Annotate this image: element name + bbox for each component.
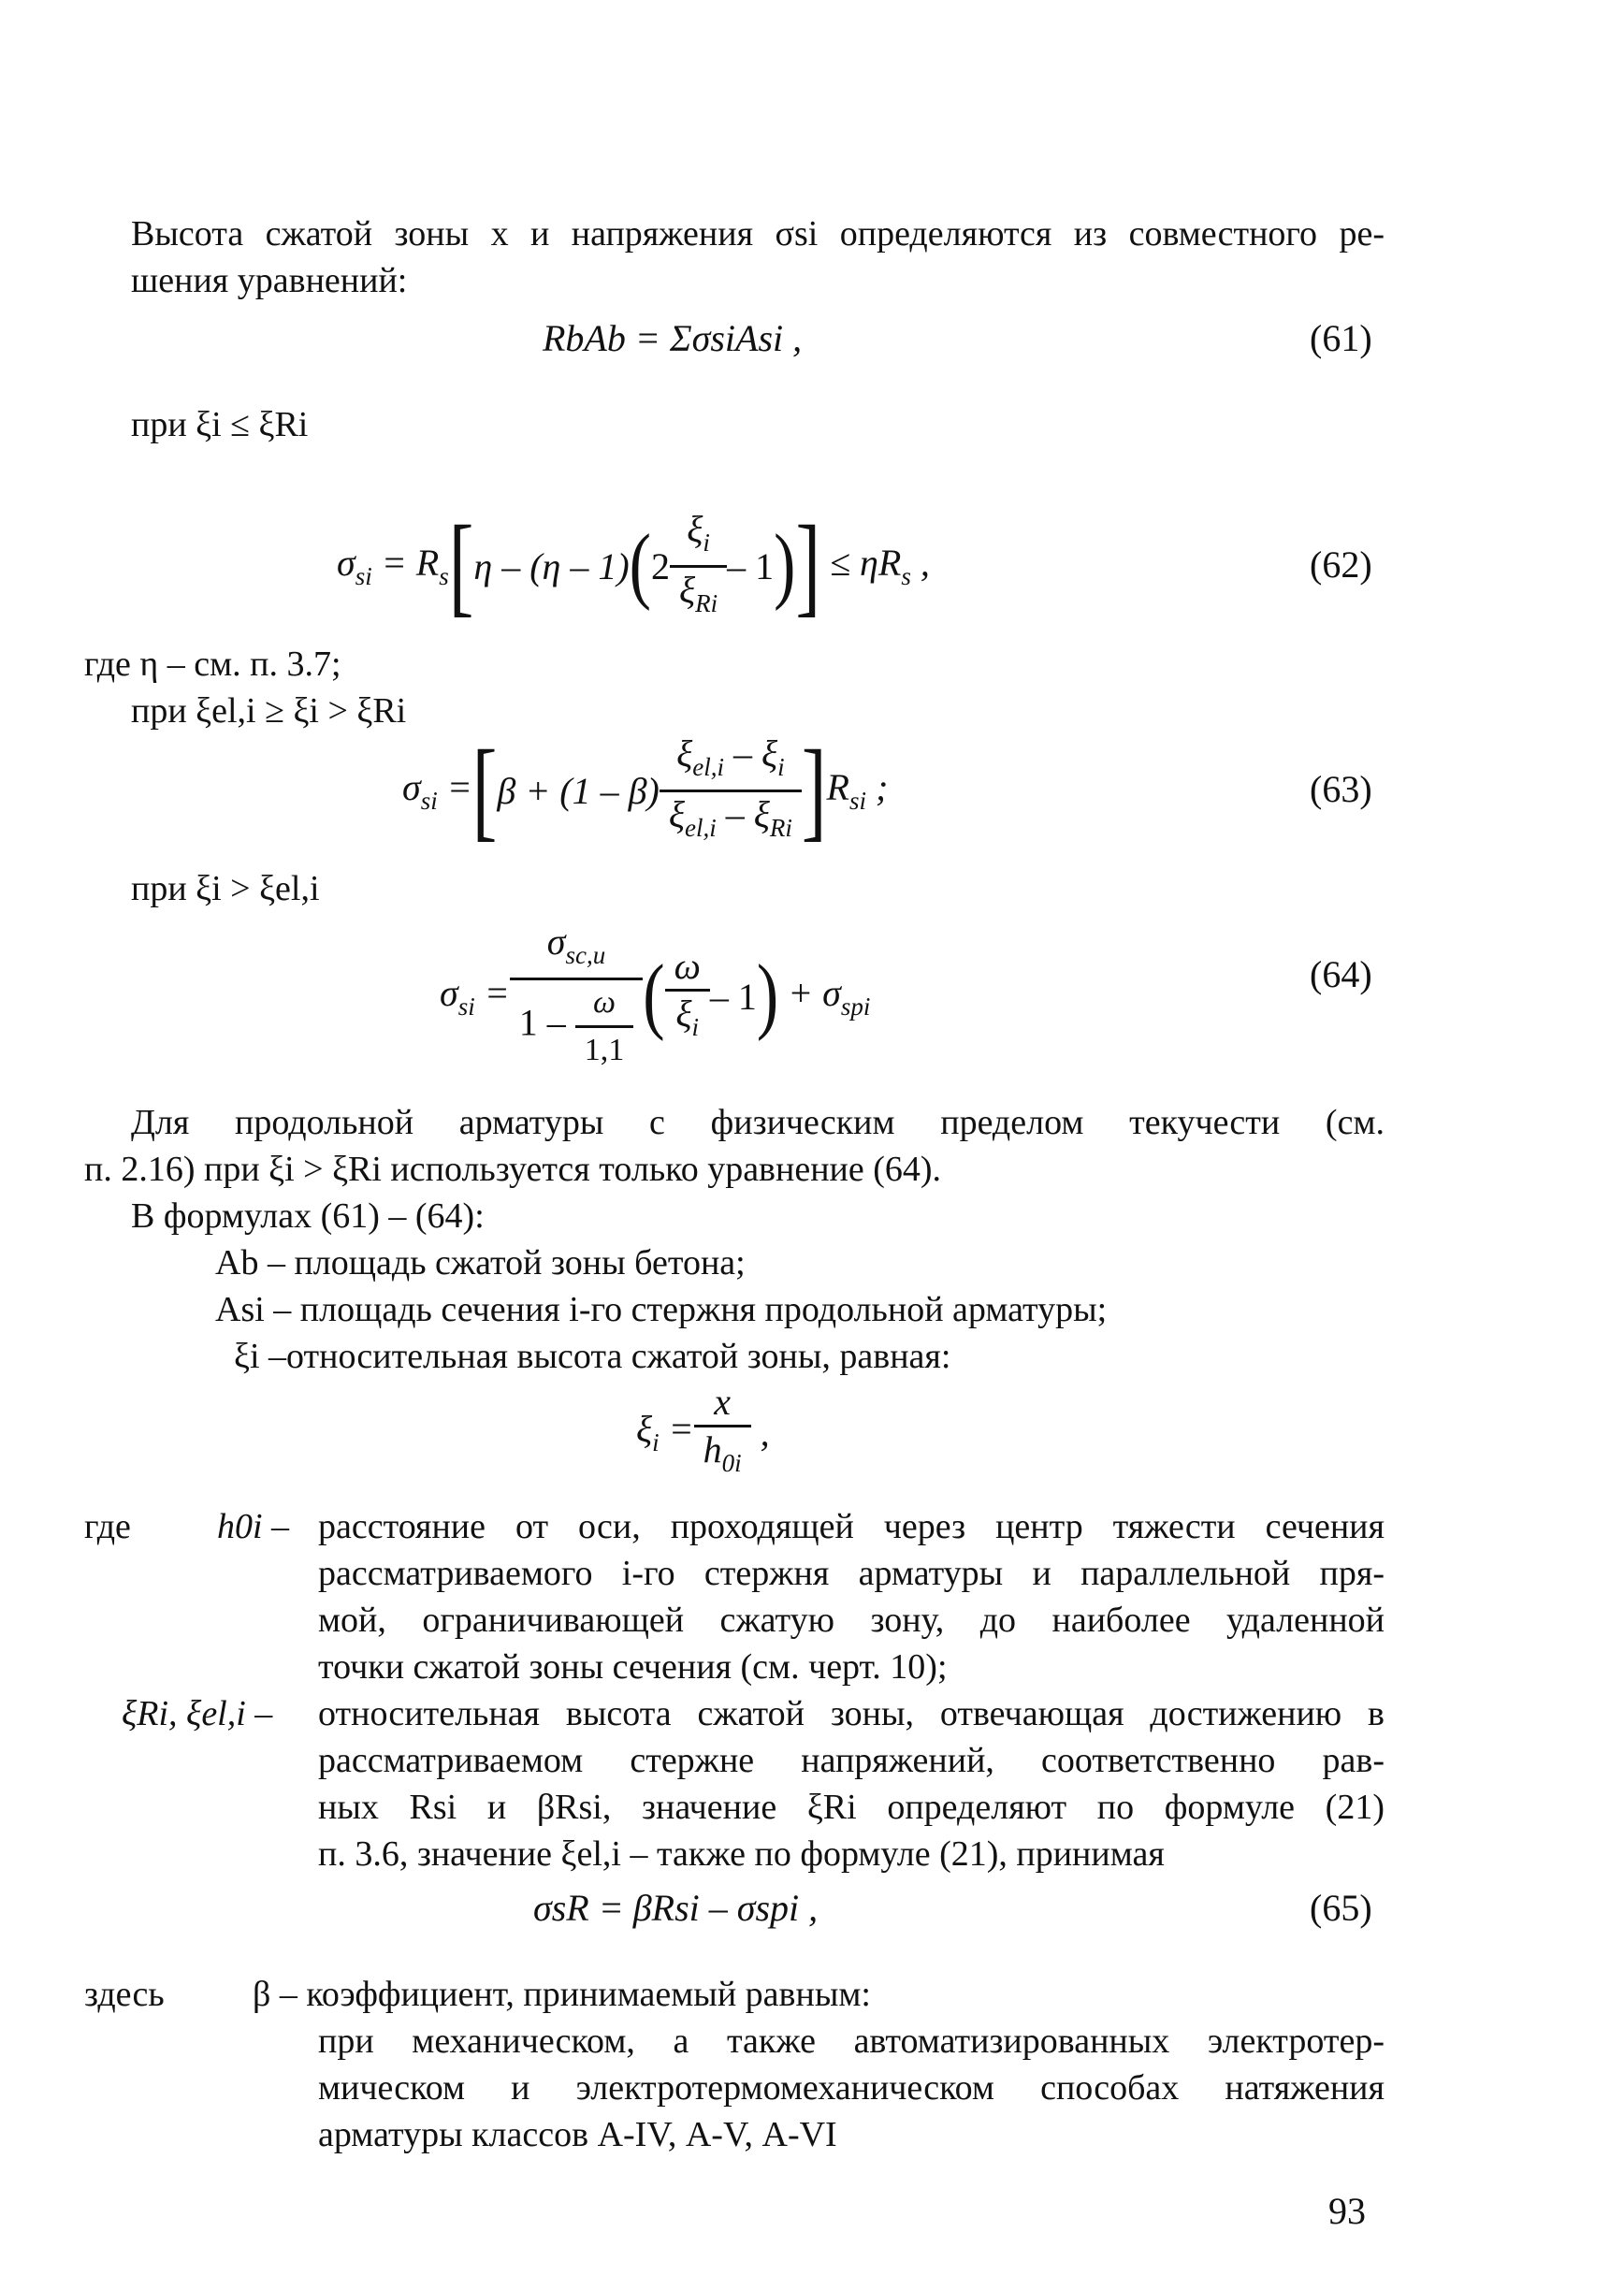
condition-64: при ξi > ξel,i xyxy=(131,869,320,908)
formulas-intro: В формулах (61) – (64): xyxy=(131,1196,485,1236)
equation-65: σsR = βRsi – σspi , xyxy=(533,1887,819,1929)
equation-64-number: (64) xyxy=(1310,953,1372,995)
def-asi: Asi – площадь сечения i-го стержня продольной арматуры; xyxy=(215,1290,1108,1329)
equation-61: RbAb = ΣσsiAsi , xyxy=(543,317,803,359)
equation-63-number: (63) xyxy=(1310,768,1372,810)
equation-62-number: (62) xyxy=(1310,543,1372,586)
equation-63: $\sigma_{si}$ = [ β + (1 – β) $\xi_{el,i} - \xi_i$ $\xi_{el,i} - \xi_{Ri}$ ] $R_{si}$ ; xyxy=(402,728,889,852)
h0i-def-line-2: рассматриваемого i-го стержня арматуры и параллельной пря- xyxy=(318,1554,1385,1593)
h0i-symbol: h0i – xyxy=(217,1507,290,1546)
where-eta: где η – см. п. 3.7; xyxy=(84,645,341,684)
equation-64: $\sigma_{si}$ = $\sigma_{sc,u}$ 1 – $\frac{\omega}{1,1}$ ( ω $\xi_i$ – 1 ) + $\sigma_{spi}$ xyxy=(440,920,871,1067)
h0i-def-line-4: точки сжатой зоны сечения (см. черт. 10); xyxy=(318,1647,948,1687)
xir-def-line-4: п. 3.6, значение ξel,i – также по формуле (21), принимая xyxy=(318,1834,1165,1874)
equation-65-number: (65) xyxy=(1310,1887,1372,1929)
equation-61-number: (61) xyxy=(1310,317,1372,359)
xir-symbol: ξRi, ξel,i – xyxy=(122,1694,273,1733)
def-ab: Ab – площадь сжатой зоны бетона; xyxy=(215,1243,746,1282)
where-word: где xyxy=(84,1507,131,1546)
equation-xi: $\xi_i$ = $\frac{x}{h_{0i}}$ , xyxy=(636,1380,770,1477)
intro-line-1: Высота сжатой зоны x и напряжения σsi определяются из совместного ре- xyxy=(131,214,1385,254)
page-number: 93 xyxy=(1328,2190,1366,2232)
condition-62: при ξi ≤ ξRi xyxy=(131,405,309,444)
paragraph-line-1: Для продольной арматуры с физическим пределом текучести (см. xyxy=(131,1103,1385,1142)
xir-def-line-2: рассматриваемом стержне напряжений, соответственно рав- xyxy=(318,1741,1385,1780)
def-xi: ξi –относительная высота сжатой зоны, равная: xyxy=(234,1337,951,1376)
here-word: здесь xyxy=(84,1975,165,2014)
intro-line-2: шения уравнений: xyxy=(131,261,408,300)
beta-def-line-4: арматуры классов А-IV, А-V, А-VI xyxy=(318,2115,837,2154)
beta-def-line-3: мическом и электротермомеханическом способах натяжения xyxy=(318,2068,1385,2108)
paragraph-line-2: п. 2.16) при ξi > ξRi используется только уравнение (64). xyxy=(84,1150,942,1189)
beta-def-line-2: при механическом, а также автоматизированных электротер- xyxy=(318,2021,1385,2061)
beta-def-line-1: β – коэффициент, принимаемый равным: xyxy=(253,1975,871,2014)
xir-def-line-3: ных Rsi и βRsi, значение ξRi определяют по формуле (21) xyxy=(318,1788,1385,1827)
h0i-def-line-1: расстояние от оси, проходящей через центр тяжести сечения xyxy=(318,1507,1385,1546)
equation-62: $\sigma_{si} = R_s$ [ η – (η – 1) ( 2 $\xi_i$ $\xi_{Ri}$ – 1 ) ] ≤ $\eta R_s$ , xyxy=(337,503,930,628)
xir-def-line-1: относительная высота сжатой зоны, отвечающая достижению в xyxy=(318,1694,1385,1733)
h0i-def-line-3: мой, ограничивающей сжатую зону, до наиболее удаленной xyxy=(318,1601,1385,1640)
condition-63: при ξel,i ≥ ξi > ξRi xyxy=(131,691,407,731)
